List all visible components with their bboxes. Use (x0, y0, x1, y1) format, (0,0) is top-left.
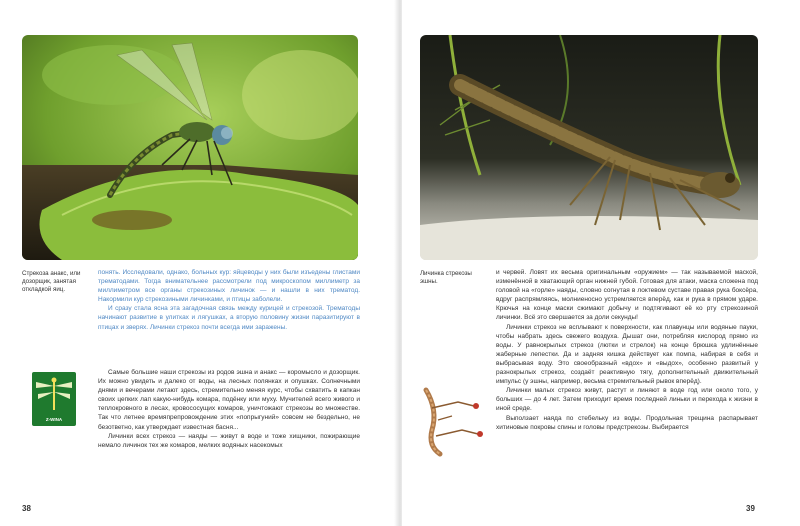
left-text-column (98, 268, 360, 332)
right-paragraph-1: и червей. Ловят их весьма оригинальным «оружием» — так называемой маской, изменённой в хватающий орган нижней губой. Готовая для атаки, маска сложена под головой на «горле» наяды, словно согнутая в локтевом суставе правая рука боксёра, вдруг распрямляясь, молниеносно устремляется вперёд, как и рука в прямом ударе. Крючья на конце маски сжимают добычу и подтягивают её ко рту стрекозиной личинки. Всё это свершается за доли секунды! (496, 269, 758, 322)
right-page (402, 0, 800, 526)
left-page (0, 0, 398, 526)
black-paragraph-2: Личинки всех стрекоз — наяды — живут в воде и тоже хищники, пожирающие немало личинок тех же комаров, мелких водяных насекомых (98, 432, 360, 449)
blue-paragraph-1: понять. Исследовали, однако, больных кур: яйцеводы у них были изъедены глистами трематодами. Тогда внимательнее рассмотрели под микроскопом миллиметр за миллиметром все органы стрекозиных личинок — и нашли в них трематод. Накормили кур стрекозиными личинками, и птицы заболели. (98, 269, 360, 304)
dragonfly-icon-badge (32, 372, 76, 426)
right-text-column (496, 268, 758, 432)
right-photo-caption: Личинка стрекозы эшны. (420, 270, 472, 285)
icon-label: Z-WINA (45, 417, 63, 422)
black-paragraph-1: Самые большие наши стрекозы из родов эшна и анакс — коромысло и дозорщик. Их можно увидеть и далеко от воды, на лесных полянках и опушках. Солнечными днями и вечерами летают здесь, стремительно меняя курс, чтобы схватить в капкан своих цепких лап какую-нибудь комара, подёнку или муху. Мучителей всего живого и теплокровного в лесах, кровососущих комаров, уничтожают стрекозы во множестве. Так что летнее времяпрепровождение этих «попрыгуний» совсем не бездельно, не безответно, как утверждает известная басня... (98, 369, 360, 431)
left-text-column-2 (98, 368, 360, 450)
dragonfly-photo (22, 35, 358, 260)
right-paragraph-4: Выползает наяда по стебельку из воды. Продольная трещина распарывает хитиновые покровы спины и головы предстрекозы. Выбирается (496, 414, 758, 431)
blue-paragraph-2: И сразу стала ясна эта загадочная связь между курицей и стрекозой. Трематоды начинают развитие в улитках и лягушках, а вторую половину жизни паразитируют в птицах и зверях. Личинки стрекоз почти всегда ими заражены. (98, 305, 360, 331)
page-number-left: 38 (22, 504, 31, 513)
left-photo-caption: Стрекоза анакс, или дозорщик, занятая откладкой яиц. (22, 270, 81, 293)
larva-photo (420, 35, 758, 260)
right-paragraph-2: Личинки стрекоз не всплывают к поверхности, как плавунцы или водяные пауки, чтобы набрать здесь свежего воздуха. Дышат они, потребляя кислород прямо из воды. У равнокрылых стрекоз (лютки и стрелок) на конце брюшка удлинённые жаберные лепестки. Да и задняя кишка действует как помпа, набирая в себя и выбрасывая воду. Это своеобразный «вдох» и «выдох», особенно развитый у разнокрылых стрекоз, создаёт реактивную тягу, дополнительный движительный импульс (у эшны, например, весьма стремительный рывок вперёд). (496, 323, 758, 386)
page-number-right: 39 (746, 504, 755, 513)
larva-mask-illustration (418, 380, 488, 458)
right-paragraph-3: Личинки малых стрекоз живут, растут и линяют в воде год или около того, у больших — до 4 лет. Затем приходит время последней линьки и перехода к жизни в иной среде. (496, 387, 758, 413)
